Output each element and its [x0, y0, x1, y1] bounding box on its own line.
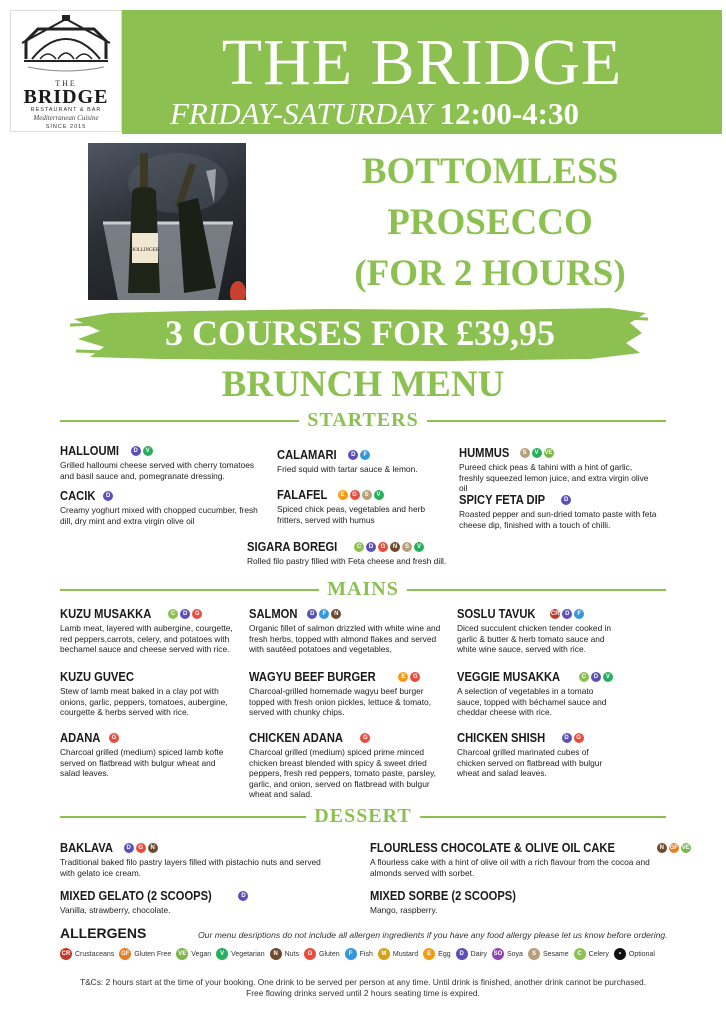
logo-script: Mediterranean Cuisine: [33, 114, 99, 122]
item-description: Traditional baked filo pastry layers filled with pistachio nuts and served with gelato ice cream.: [60, 857, 321, 878]
allergen-badge-s: S: [402, 542, 412, 552]
allergen-badge-d: D: [103, 491, 113, 501]
item-name: MIXED GELATO (2 SCOOPS): [60, 888, 212, 903]
item-description: Grilled halloumi cheese served with cherry tomatoes and basil sauce and, pomegranate dressing.: [60, 460, 255, 481]
allergen-badge-d: D: [180, 609, 190, 619]
allergen-badges: [238, 891, 248, 901]
opening-time: 12:00-4:30: [439, 96, 580, 131]
allergen-badge: S: [528, 948, 540, 960]
allergen-badge-c: C: [579, 672, 589, 682]
allergen-badge: GF: [119, 948, 131, 960]
bottle-label: BOLLINGER: [130, 248, 160, 253]
allergen-badge-f: F: [574, 609, 584, 619]
section-starters: [60, 409, 666, 432]
opening-days: FRIDAY-SATURDAY: [170, 96, 432, 131]
allergen-badges: [579, 672, 613, 682]
tnc-line-2: Free flowing drinks served until 2 hours seating time is expired.: [246, 988, 480, 998]
promo-line-2: PROSECCO: [387, 202, 593, 243]
item-description: Creamy yoghurt mixed with chopped cucumber, fresh dill, dry mint and extra virgin olive oil: [60, 505, 258, 526]
menu-item-chicken-adana: [249, 730, 444, 800]
item-description: Roasted pepper and sun-dried tomato paste with feta cheese dip, finished with a touch of chilli.: [459, 509, 657, 530]
allergen-badge-g: G: [136, 843, 146, 853]
divider: [407, 589, 666, 591]
legend-label: Egg: [438, 950, 451, 958]
promo-line-3: (FOR 2 HOURS): [354, 253, 626, 294]
allergen-badge-d: D: [562, 733, 572, 743]
allergen-badge-n: N: [331, 609, 341, 619]
promo-line-1: BOTTOMLESS: [361, 151, 619, 192]
allergen-badge-gf: GF: [669, 845, 678, 851]
legend-label: Dairy: [470, 950, 487, 958]
allergen-badge: •: [614, 948, 626, 960]
item-name: ADANA: [60, 730, 101, 745]
item-description: Mango, raspberry.: [370, 905, 438, 915]
legend-label: Gluten Free: [134, 950, 172, 958]
allergen-badge-g: G: [360, 733, 370, 743]
legend-label: Mustard: [392, 950, 419, 958]
item-description: A flourless cake with a hint of olive oil with a rich flavour from the cocoa and almonds served with sorbet.: [370, 857, 650, 878]
allergen-badges: [561, 495, 571, 505]
allergen-badges: [360, 733, 370, 743]
item-name: MIXED SORBE (2 SCOOPS): [370, 888, 516, 903]
legend-item: [270, 948, 299, 960]
allergen-badge-e: E: [338, 490, 348, 500]
item-name: SALMON: [249, 606, 298, 621]
allergen-badge-n: N: [148, 843, 158, 853]
item-description: Vanilla, strawberry, chocolate.: [60, 905, 171, 915]
item-description: Fried squid with tartar sauce & lemon.: [277, 464, 418, 474]
item-description: Stew of lamb meat baked in a clay pot with onions, garlic, peppers, tomatoes, aubergine, courgette & herbs served with rice.: [60, 686, 228, 717]
menu-item-falafel: [277, 487, 437, 525]
legend-label: Crustaceans: [75, 950, 115, 958]
allergens-note: Our menu desriptions do not include all allergen ingredients if you have any food allergy please let us know before ordering.: [198, 930, 668, 940]
allergen-badge-s: S: [520, 448, 530, 458]
allergen-badge-v: V: [414, 542, 424, 552]
item-name: FALAFEL: [277, 487, 328, 502]
legend-item: [216, 948, 264, 960]
allergen-badge: G: [304, 948, 316, 960]
legend-item: [176, 948, 211, 960]
logo-since: SINCE 2015: [45, 124, 87, 130]
allergen-badges: [562, 733, 584, 743]
legend-label: Vegetarian: [231, 950, 265, 958]
item-name: WAGYU BEEF BURGER: [249, 669, 376, 684]
menu-item-sigara-boregi: [247, 539, 487, 567]
item-name: SOSLU TAVUK: [457, 606, 536, 621]
allergen-badge-ve: VE: [544, 450, 553, 456]
item-description: Charcoal grilled marinated cubes of chicken served on flatbread with bulgur wheat and salad leaves.: [457, 747, 603, 778]
menu-item-adana: [60, 730, 225, 779]
menu-item-chicken-shish: [457, 730, 617, 779]
divider: [60, 816, 306, 818]
legend-label: Celery: [588, 950, 609, 958]
allergen-badge-g: G: [378, 542, 388, 552]
allergen-badges: [657, 843, 691, 853]
allergen-badge-g: G: [192, 609, 202, 619]
terms-and-conditions: [0, 977, 726, 999]
item-description: Diced succulent chicken tender cooked in garlic & butter & herb tomato sauce and white wine sauce, served with rice.: [457, 623, 612, 654]
legend-item: [119, 948, 171, 960]
allergen-badge-d: D: [238, 891, 248, 901]
legend-item: [378, 948, 418, 960]
legend-item: [345, 948, 373, 960]
allergen-badge-v: V: [532, 448, 542, 458]
menu-item-hummus: [459, 445, 659, 494]
divider: [60, 420, 299, 422]
item-description: Lamb meat, layered with aubergine, courgette, red peppers,carrots, celery, and potatoes with bechamel sauce and cheese served with rice.: [60, 623, 233, 654]
bottomless-prosecco: [320, 146, 660, 299]
allergen-badges: [348, 450, 370, 460]
champagne-bucket-icon: [88, 143, 246, 300]
allergen-badge-d: D: [366, 542, 376, 552]
item-description: Charcoal grilled (medium) spiced prime minced chicken breast blended with spicy & sweet dried peppers, fresh red peppers, tomato paste, parsley, garlic, and onion, served on flatbread with bulgur wheat and salad.: [249, 747, 436, 799]
legend-label: Sesame: [542, 950, 569, 958]
header-banner: [122, 10, 722, 134]
item-name: HUMMUS: [459, 445, 510, 460]
legend-item: [423, 948, 450, 960]
item-name: SIGARA BOREGI: [247, 539, 338, 554]
item-description: Pureed chick peas & tahini with a hint of garlic, freshly squeezed lemon juice, and extra virgin olive oil: [459, 462, 649, 493]
section-starters-label: STARTERS: [307, 409, 419, 431]
legend-item: [456, 948, 487, 960]
menu-item-mixed-gelato: [60, 888, 330, 916]
item-description: A selection of vegetables in a tomato sauce, topped with béchamel sauce and cheddar cheese with rice.: [457, 686, 607, 717]
menu-item-kuzu-musakka: [60, 606, 245, 655]
legend-label: Fish: [359, 950, 373, 958]
allergen-badge: D: [456, 948, 468, 960]
offer-price: 3 COURSES FOR £39,95: [164, 313, 556, 353]
section-mains-label: MAINS: [327, 578, 399, 600]
allergen-badge-v: V: [603, 672, 613, 682]
allergen-badge-v: V: [143, 446, 153, 456]
menu-item-flourless-chocolate-cake: [370, 840, 690, 878]
item-name: VEGGIE MUSAKKA: [457, 669, 561, 684]
menu-item-wagyu-beef-burger: [249, 669, 444, 718]
allergen-badge-n: N: [657, 843, 667, 853]
legend-label: Soya: [506, 950, 523, 958]
allergen-badges: [124, 843, 158, 853]
legend-item: [492, 948, 523, 960]
allergen-badges: [520, 448, 554, 458]
item-name: CHICKEN SHISH: [457, 730, 546, 745]
allergen-badge-d: D: [561, 495, 571, 505]
allergen-badge-c: C: [354, 542, 364, 552]
menu-item-baklava: [60, 840, 330, 878]
menu-item-spicy-feta-dip: [459, 492, 659, 530]
item-description: Spiced chick peas, vegetables and herb fritters, served with humus: [277, 504, 426, 525]
allergen-badge: E: [423, 948, 435, 960]
allergen-badge: N: [270, 948, 282, 960]
allergen-badge: CR: [60, 948, 72, 960]
allergen-badge-cr: CR: [550, 611, 560, 617]
allergen-badge-s: S: [362, 490, 372, 500]
allergen-badge: C: [574, 948, 586, 960]
item-name: KUZU GUVEC: [60, 669, 134, 684]
allergen-badges: [307, 609, 341, 619]
divider: [427, 420, 666, 422]
allergen-badges: [131, 446, 153, 456]
menu-item-veggie-musakka: [457, 669, 617, 718]
item-name: BAKLAVA: [60, 840, 113, 855]
allergen-badges: [550, 609, 584, 619]
allergen-badge-v: V: [374, 490, 384, 500]
allergen-badges: [168, 609, 202, 619]
allergen-badges: [109, 733, 119, 743]
item-name: CALAMARI: [277, 447, 337, 462]
legend-label: Optional: [628, 950, 655, 958]
menu-item-cacik: [60, 488, 260, 526]
menu-item-soslu-tavuk: [457, 606, 617, 655]
divider: [420, 816, 666, 818]
section-mains: [60, 578, 666, 601]
allergens-title: ALLERGENS: [60, 925, 147, 941]
tnc-line-1: T&Cs: 2 hours start at the time of your booking. One drink to be served per person at any time. Until drink is finished, another drink cannot be purchased.: [79, 977, 647, 987]
item-name: KUZU MUSAKKA: [60, 606, 152, 621]
allergen-badge: M: [378, 948, 390, 960]
allergen-badge-d: D: [124, 843, 134, 853]
allergen-badge-f: F: [319, 609, 329, 619]
logo-subtitle: RESTAURANT & BAR: [30, 107, 102, 113]
allergen-badge-n: N: [390, 542, 400, 552]
item-description: Organic fillet of salmon drizzled with white wine and fresh herbs, topped with almond flakes and served with sautéed potatoes and vegetables,: [249, 623, 441, 654]
allergen-badge: V: [216, 948, 228, 960]
page-title: THE BRIDGE: [221, 26, 623, 99]
item-name: HALLOUMI: [60, 443, 120, 458]
allergen-badges: [103, 491, 113, 501]
restaurant-logo: [10, 10, 122, 132]
allergen-legend: [60, 948, 660, 960]
item-description: Charcoal grilled (medium) spiced lamb kofte served on flatbread with bulgur wheat and salad leaves.: [60, 747, 224, 778]
allergen-badge-g: G: [109, 733, 119, 743]
item-name: CACIK: [60, 488, 96, 503]
divider: [60, 589, 319, 591]
item-name: FLOURLESS CHOCOLATE & OLIVE OIL CAKE: [370, 840, 615, 855]
allergen-badge: VE: [176, 948, 188, 960]
item-description: Rolled filo pastry filled with Feta cheese and fresh dill.: [247, 556, 447, 566]
menu-item-halloumi: [60, 443, 260, 481]
opening-hours: [170, 98, 579, 130]
legend-label: Nuts: [284, 950, 300, 958]
section-dessert: [60, 805, 666, 828]
allergen-badges: [354, 542, 424, 552]
legend-label: Gluten: [319, 950, 340, 958]
logo-the: THE: [55, 79, 77, 88]
legend-item: [304, 948, 340, 960]
menu-item-kuzu-guvec: [60, 669, 235, 718]
legend-label: Vegan: [191, 950, 212, 958]
allergen-badge-g: G: [350, 490, 360, 500]
allergen-badge-g: G: [410, 672, 420, 682]
legend-item: [60, 948, 114, 960]
allergen-badge: F: [345, 948, 357, 960]
bridge-logo-icon: [18, 15, 114, 79]
allergen-badge-d: D: [562, 609, 572, 619]
allergen-badge-c: C: [168, 609, 178, 619]
allergen-badge-ve: VE: [681, 845, 690, 851]
allergen-badge: SO: [492, 948, 504, 960]
allergen-badges: [398, 672, 420, 682]
menu-title: BRUNCH MENU: [221, 364, 505, 405]
menu-item-salmon: [249, 606, 444, 655]
legend-item: [574, 948, 609, 960]
legend-item: [614, 948, 655, 960]
menu-item-calamari: [277, 447, 447, 475]
allergen-badge-f: F: [360, 450, 370, 460]
item-description: Charcoal-grilled homemade wagyu beef burger topped with fresh onion pickles, lettuce & tomato, served with chunky chips.: [249, 686, 432, 717]
allergen-badge-g: G: [574, 733, 584, 743]
prosecco-photo: [88, 143, 246, 300]
allergen-badge-d: D: [131, 446, 141, 456]
item-name: CHICKEN ADANA: [249, 730, 343, 745]
allergen-badge-d: D: [591, 672, 601, 682]
legend-item: [528, 948, 569, 960]
menu-item-mixed-sorbe: [370, 888, 640, 916]
allergen-badges: [338, 490, 384, 500]
allergen-badge-e: E: [398, 672, 408, 682]
item-name: SPICY FETA DIP: [459, 492, 546, 507]
allergen-badge-d: D: [307, 609, 317, 619]
logo-title: BRIDGE: [23, 86, 109, 108]
section-dessert-label: DESSERT: [314, 805, 412, 827]
allergen-badge-d: D: [348, 450, 358, 460]
